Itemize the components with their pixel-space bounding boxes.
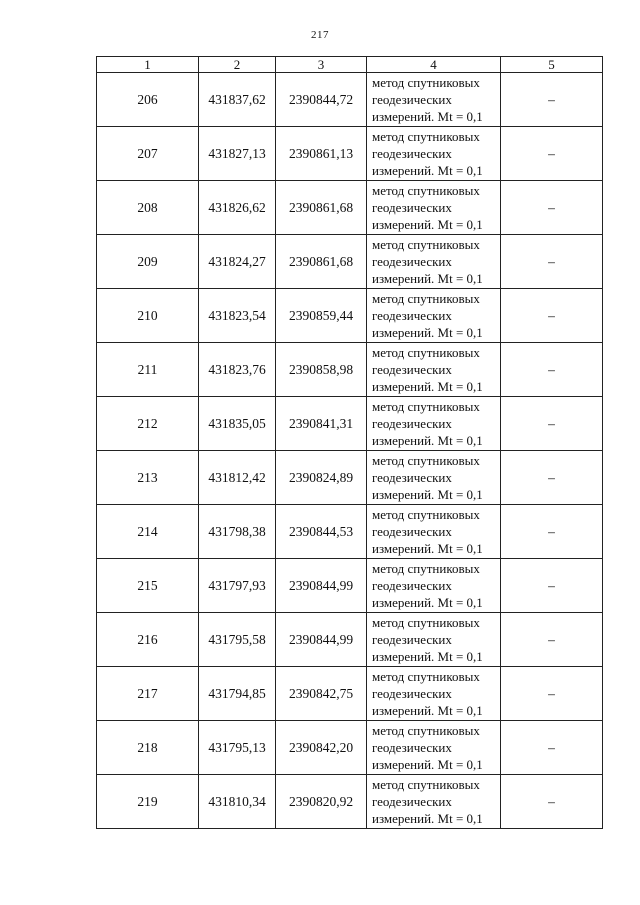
method-cell [367, 235, 501, 289]
method-line-1: метод спутниковых [372, 723, 480, 738]
column-5-cell: – [501, 667, 603, 721]
column-5-cell: – [501, 235, 603, 289]
table-row [97, 451, 603, 505]
method-line-2: геодезических [372, 362, 452, 377]
column-5-cell: – [501, 397, 603, 451]
y-coordinate-cell: 2390844,72 [276, 73, 367, 127]
method-line-1: метод спутниковых [372, 183, 480, 198]
table-row [97, 613, 603, 667]
y-coordinate-cell: 2390842,20 [276, 721, 367, 775]
method-line-1: метод спутниковых [372, 669, 480, 684]
method-line-2: геодезических [372, 578, 452, 593]
point-number-cell: 208 [97, 181, 199, 235]
point-number-cell: 207 [97, 127, 199, 181]
column-5-cell: – [501, 721, 603, 775]
table-row [97, 397, 603, 451]
column-header-5: 5 [501, 57, 603, 73]
x-coordinate-cell: 431812,42 [199, 451, 276, 505]
method-cell [367, 289, 501, 343]
page-number: 217 [311, 29, 329, 41]
table-row [97, 235, 603, 289]
method-line-1: метод спутниковых [372, 345, 480, 360]
point-number-cell: 206 [97, 73, 199, 127]
table-header [97, 57, 603, 73]
point-number-cell: 213 [97, 451, 199, 505]
column-5-cell: – [501, 289, 603, 343]
method-line-1: метод спутниковых [372, 291, 480, 306]
method-line-1: метод спутниковых [372, 615, 480, 630]
method-line-2: геодезических [372, 524, 452, 539]
y-coordinate-cell: 2390859,44 [276, 289, 367, 343]
y-coordinate-cell: 2390858,98 [276, 343, 367, 397]
table-row [97, 559, 603, 613]
method-line-3: измерений. Mt = 0,1 [372, 757, 483, 772]
method-cell [367, 505, 501, 559]
column-header-4: 4 [367, 57, 501, 73]
x-coordinate-cell: 431824,27 [199, 235, 276, 289]
column-5-cell: – [501, 451, 603, 505]
y-coordinate-cell: 2390824,89 [276, 451, 367, 505]
y-coordinate-cell: 2390861,13 [276, 127, 367, 181]
y-coordinate-cell: 2390844,99 [276, 613, 367, 667]
method-cell [367, 667, 501, 721]
table-row [97, 127, 603, 181]
method-cell [367, 181, 501, 235]
method-line-3: измерений. Mt = 0,1 [372, 487, 483, 502]
column-5-cell: – [501, 613, 603, 667]
method-line-2: геодезических [372, 146, 452, 161]
x-coordinate-cell: 431795,58 [199, 613, 276, 667]
method-line-3: измерений. Mt = 0,1 [372, 595, 483, 610]
table-row [97, 289, 603, 343]
x-coordinate-cell: 431797,93 [199, 559, 276, 613]
method-line-2: геодезических [372, 254, 452, 269]
method-line-2: геодезических [372, 632, 452, 647]
method-line-3: измерений. Mt = 0,1 [372, 703, 483, 718]
method-line-1: метод спутниковых [372, 399, 480, 414]
x-coordinate-cell: 431827,13 [199, 127, 276, 181]
method-line-1: метод спутниковых [372, 777, 480, 792]
method-line-3: измерений. Mt = 0,1 [372, 649, 483, 664]
x-coordinate-cell: 431823,76 [199, 343, 276, 397]
method-cell [367, 559, 501, 613]
column-5-cell: – [501, 73, 603, 127]
method-line-1: метод спутниковых [372, 507, 480, 522]
method-line-1: метод спутниковых [372, 561, 480, 576]
method-line-3: измерений. Mt = 0,1 [372, 325, 483, 340]
method-cell [367, 343, 501, 397]
y-coordinate-cell: 2390844,53 [276, 505, 367, 559]
x-coordinate-cell: 431794,85 [199, 667, 276, 721]
method-line-3: измерений. Mt = 0,1 [372, 541, 483, 556]
method-line-3: измерений. Mt = 0,1 [372, 163, 483, 178]
y-coordinate-cell: 2390844,99 [276, 559, 367, 613]
table-row [97, 505, 603, 559]
x-coordinate-cell: 431823,54 [199, 289, 276, 343]
x-coordinate-cell: 431795,13 [199, 721, 276, 775]
method-cell [367, 127, 501, 181]
point-number-cell: 211 [97, 343, 199, 397]
method-cell [367, 721, 501, 775]
point-number-cell: 209 [97, 235, 199, 289]
method-cell [367, 397, 501, 451]
method-line-2: геодезических [372, 794, 452, 809]
method-line-3: измерений. Mt = 0,1 [372, 109, 483, 124]
table-row [97, 343, 603, 397]
column-header-2: 2 [199, 57, 276, 73]
coordinates-table [96, 56, 603, 829]
method-line-2: геодезических [372, 308, 452, 323]
column-5-cell: – [501, 181, 603, 235]
column-header-1: 1 [97, 57, 199, 73]
column-5-cell: – [501, 775, 603, 829]
table-row [97, 667, 603, 721]
table-row [97, 181, 603, 235]
method-line-3: измерений. Mt = 0,1 [372, 379, 483, 394]
column-5-cell: – [501, 505, 603, 559]
method-line-2: геодезических [372, 740, 452, 755]
method-line-2: геодезических [372, 416, 452, 431]
header-row [97, 57, 603, 73]
table-row [97, 721, 603, 775]
y-coordinate-cell: 2390861,68 [276, 181, 367, 235]
x-coordinate-cell: 431826,62 [199, 181, 276, 235]
point-number-cell: 216 [97, 613, 199, 667]
method-line-2: геодезических [372, 200, 452, 215]
method-line-2: геодезических [372, 92, 452, 107]
column-header-3: 3 [276, 57, 367, 73]
column-5-cell: – [501, 343, 603, 397]
column-5-cell: – [501, 559, 603, 613]
method-line-1: метод спутниковых [372, 453, 480, 468]
column-5-cell: – [501, 127, 603, 181]
point-number-cell: 219 [97, 775, 199, 829]
method-cell [367, 451, 501, 505]
method-line-1: метод спутниковых [372, 237, 480, 252]
point-number-cell: 217 [97, 667, 199, 721]
method-line-3: измерений. Mt = 0,1 [372, 217, 483, 232]
table-row [97, 73, 603, 127]
x-coordinate-cell: 431810,34 [199, 775, 276, 829]
x-coordinate-cell: 431837,62 [199, 73, 276, 127]
y-coordinate-cell: 2390842,75 [276, 667, 367, 721]
y-coordinate-cell: 2390861,68 [276, 235, 367, 289]
method-line-1: метод спутниковых [372, 75, 480, 90]
method-line-3: измерений. Mt = 0,1 [372, 811, 483, 826]
x-coordinate-cell: 431798,38 [199, 505, 276, 559]
point-number-cell: 212 [97, 397, 199, 451]
y-coordinate-cell: 2390841,31 [276, 397, 367, 451]
y-coordinate-cell: 2390820,92 [276, 775, 367, 829]
method-cell [367, 613, 501, 667]
method-line-1: метод спутниковых [372, 129, 480, 144]
method-cell [367, 775, 501, 829]
point-number-cell: 218 [97, 721, 199, 775]
table-body [97, 73, 603, 829]
method-line-2: геодезических [372, 470, 452, 485]
method-line-3: измерений. Mt = 0,1 [372, 433, 483, 448]
method-line-2: геодезических [372, 686, 452, 701]
table-row [97, 775, 603, 829]
x-coordinate-cell: 431835,05 [199, 397, 276, 451]
point-number-cell: 214 [97, 505, 199, 559]
method-cell [367, 73, 501, 127]
method-line-3: измерений. Mt = 0,1 [372, 271, 483, 286]
point-number-cell: 215 [97, 559, 199, 613]
point-number-cell: 210 [97, 289, 199, 343]
